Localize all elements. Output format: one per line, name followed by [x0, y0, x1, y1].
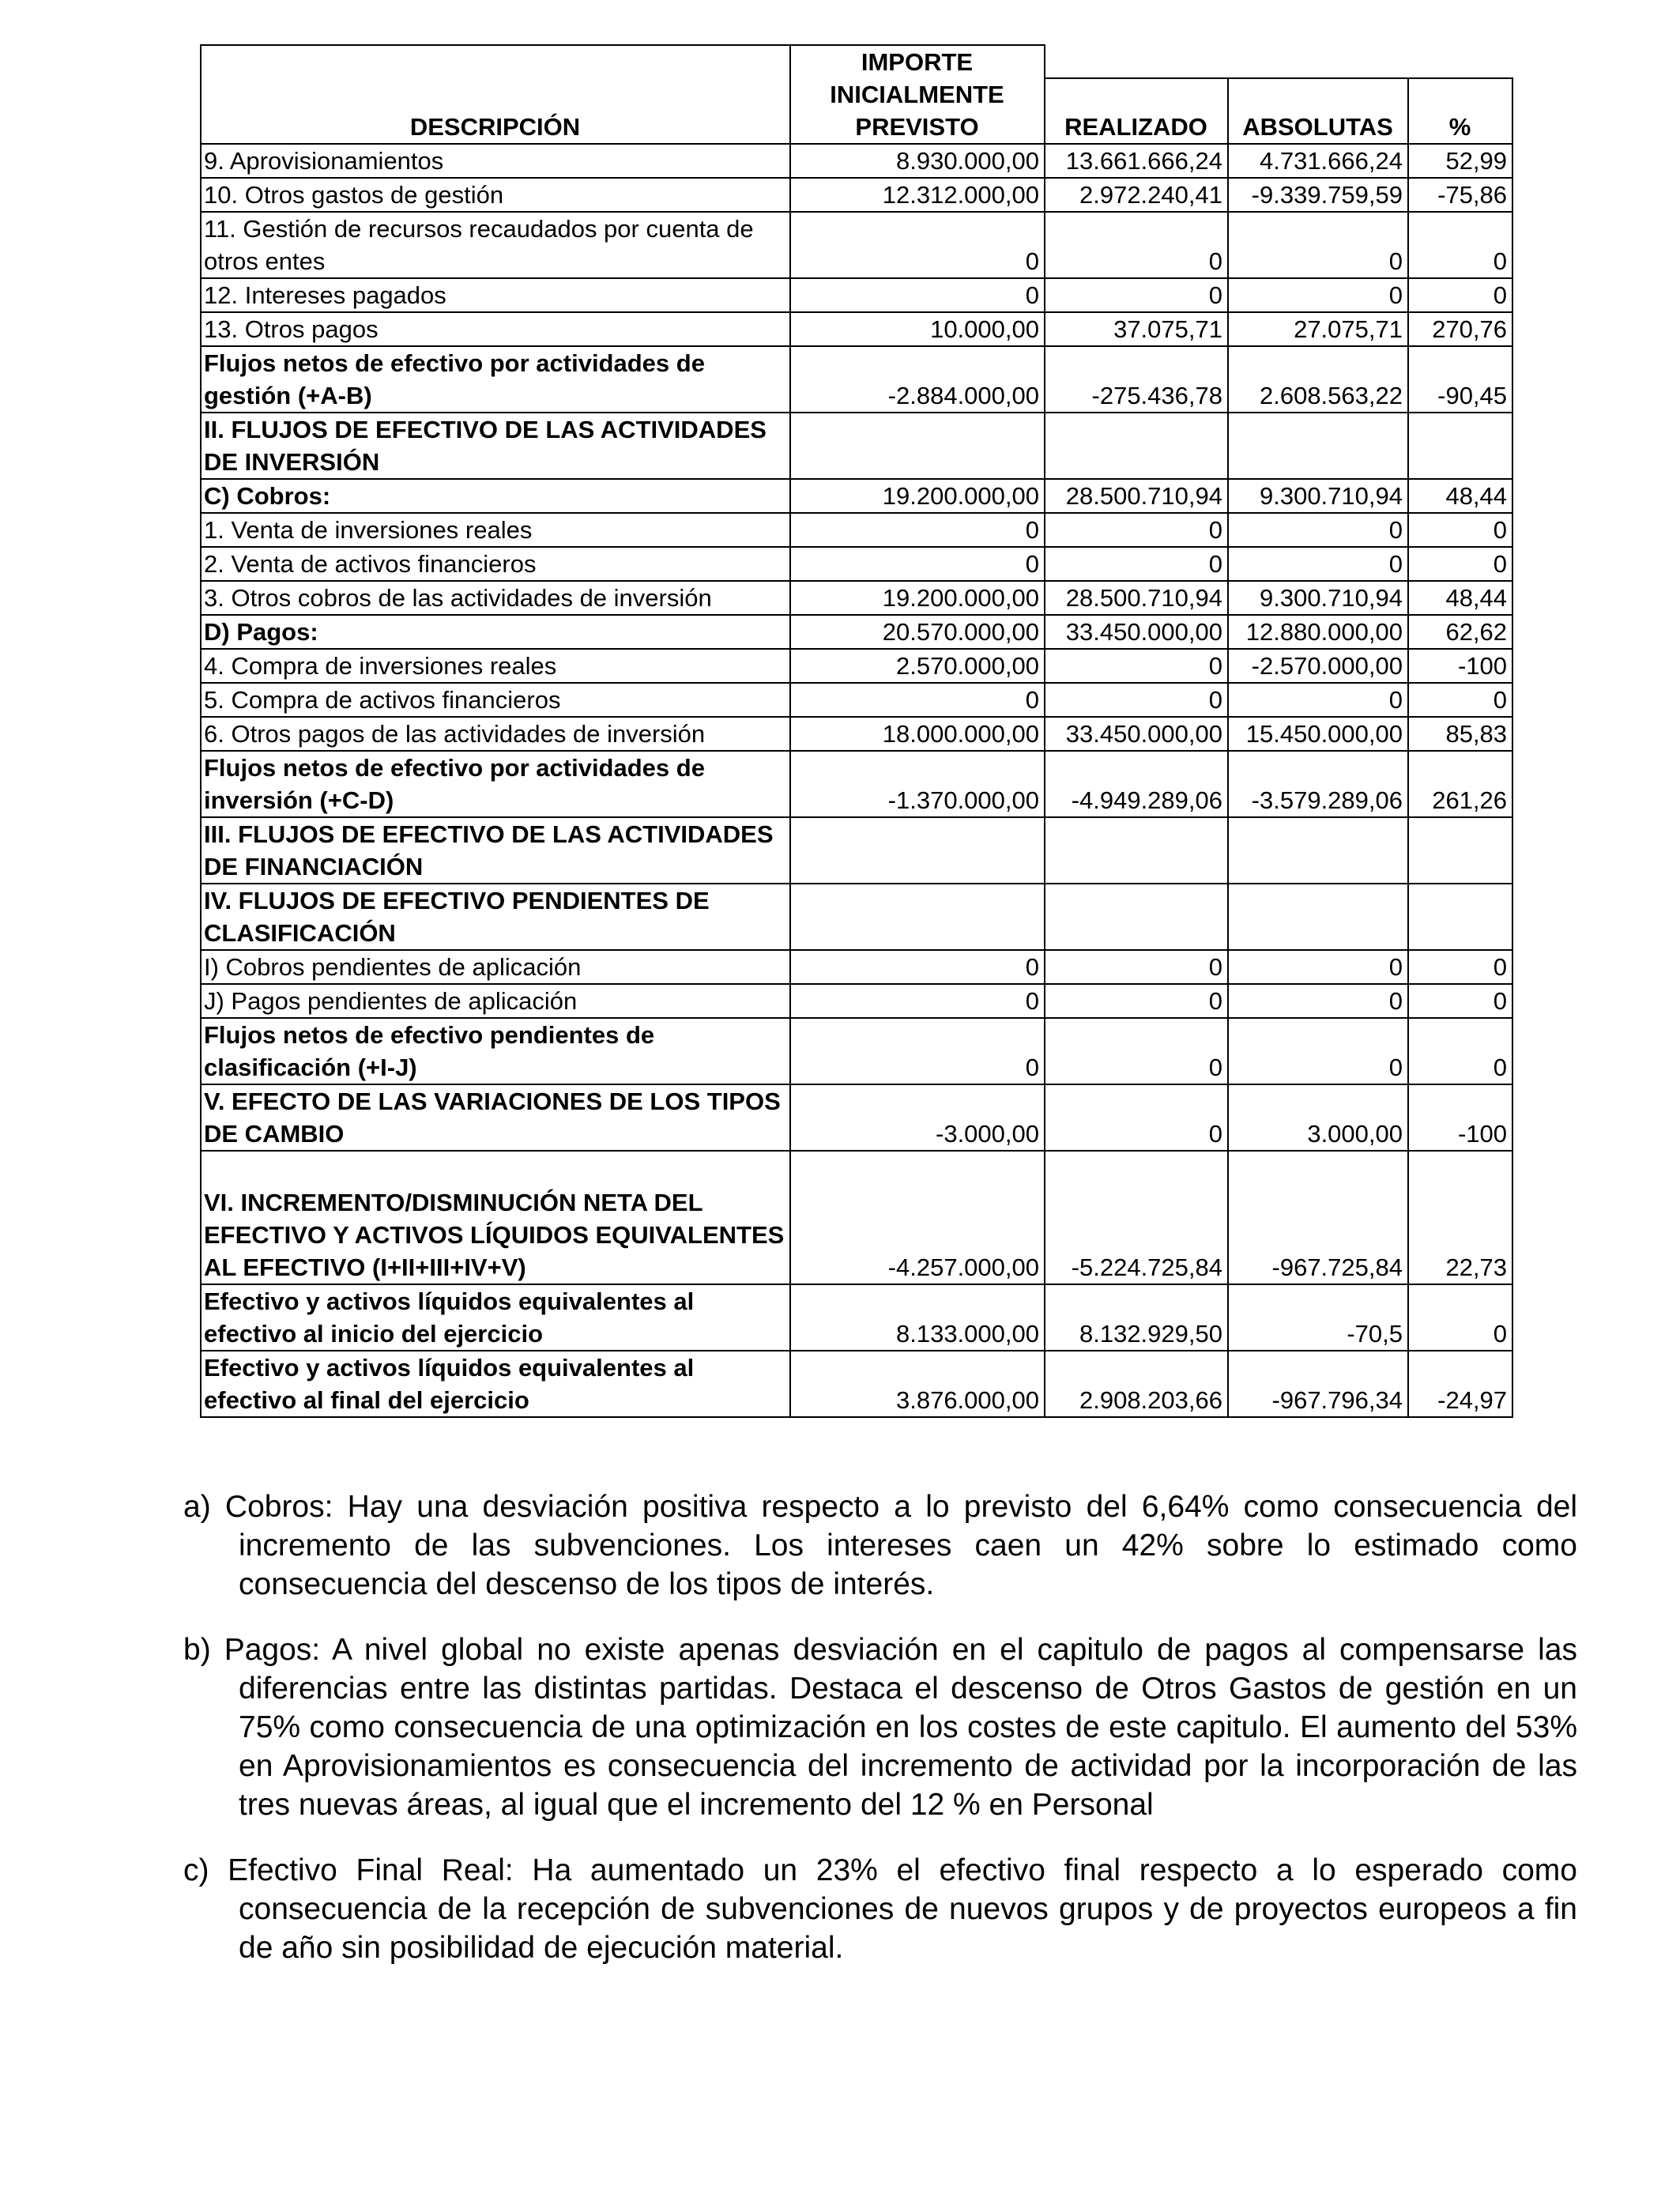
header-inicialmente-previsto: INICIALMENTE PREVISTO — [790, 78, 1045, 144]
table-row — [201, 547, 1512, 581]
row-percent: -100 — [1408, 1084, 1512, 1151]
row-realizado: 0 — [1045, 212, 1228, 278]
row-percent: 48,44 — [1408, 479, 1512, 513]
row-realizado: 0 — [1045, 278, 1228, 312]
row-realizado: 2.972.240,41 — [1045, 178, 1228, 212]
table-row — [201, 278, 1512, 312]
row-realizado: 2.908.203,66 — [1045, 1351, 1228, 1417]
row-description: D) Pagos: — [201, 615, 790, 649]
table-row — [201, 751, 1512, 817]
notes-section — [183, 1487, 1577, 1994]
row-description: 9. Aprovisionamientos — [201, 144, 790, 178]
row-percent: -24,97 — [1408, 1351, 1512, 1417]
table-row — [201, 413, 1512, 479]
row-realizado: 0 — [1045, 1084, 1228, 1151]
row-absolutas: -70,5 — [1228, 1284, 1408, 1351]
row-absolutas: 0 — [1228, 984, 1408, 1018]
row-previsto: 20.570.000,00 — [790, 615, 1045, 649]
row-realizado: -275.436,78 — [1045, 346, 1228, 413]
header-importe: IMPORTE — [790, 45, 1045, 78]
row-previsto: 18.000.000,00 — [790, 717, 1045, 751]
row-absolutas: 0 — [1228, 212, 1408, 278]
row-absolutas: 0 — [1228, 278, 1408, 312]
row-absolutas: 9.300.710,94 — [1228, 479, 1408, 513]
row-absolutas: 0 — [1228, 683, 1408, 717]
header-blank — [1045, 45, 1512, 78]
row-percent — [1408, 817, 1512, 884]
row-description: 3. Otros cobros de las actividades de inversión — [201, 581, 790, 615]
note-cobros: a) Cobros: Hay una desviación positiva respecto a lo previsto del 6,64% como consecuencia del incremento de las subvenciones. Los intereses caen un 42% sobre lo estimado como consecuencia del descenso de los tipos de interés. — [183, 1490, 1577, 1601]
row-realizado: 8.132.929,50 — [1045, 1284, 1228, 1351]
row-previsto: 0 — [790, 278, 1045, 312]
row-absolutas: 2.608.563,22 — [1228, 346, 1408, 413]
row-previsto: 0 — [790, 683, 1045, 717]
table-row — [201, 479, 1512, 513]
header-realizado: REALIZADO — [1045, 78, 1228, 144]
row-percent: 0 — [1408, 1284, 1512, 1351]
row-percent: 48,44 — [1408, 581, 1512, 615]
row-previsto: 19.200.000,00 — [790, 581, 1045, 615]
row-absolutas — [1228, 817, 1408, 884]
row-description: Efectivo y activos líquidos equivalentes al efectivo al final del ejercicio — [201, 1351, 790, 1417]
row-previsto: 0 — [790, 513, 1045, 547]
row-realizado: 0 — [1045, 984, 1228, 1018]
cash-flow-table — [200, 44, 1513, 1418]
row-previsto: 2.570.000,00 — [790, 649, 1045, 683]
row-percent: 0 — [1408, 950, 1512, 984]
row-percent — [1408, 413, 1512, 479]
row-description: 12. Intereses pagados — [201, 278, 790, 312]
table-row — [201, 346, 1512, 413]
row-percent: 0 — [1408, 683, 1512, 717]
row-absolutas: 0 — [1228, 1018, 1408, 1084]
row-percent: 0 — [1408, 212, 1512, 278]
row-previsto: -2.884.000,00 — [790, 346, 1045, 413]
table-row — [201, 1351, 1512, 1417]
row-previsto: -4.257.000,00 — [790, 1151, 1045, 1284]
row-previsto: 19.200.000,00 — [790, 479, 1045, 513]
row-previsto: -3.000,00 — [790, 1084, 1045, 1151]
row-realizado: 33.450.000,00 — [1045, 615, 1228, 649]
row-absolutas: -967.796,34 — [1228, 1351, 1408, 1417]
row-percent — [1408, 884, 1512, 950]
row-absolutas: 0 — [1228, 950, 1408, 984]
row-realizado: 0 — [1045, 513, 1228, 547]
row-description: J) Pagos pendientes de aplicación — [201, 984, 790, 1018]
row-description: 1. Venta de inversiones reales — [201, 513, 790, 547]
table-row — [201, 581, 1512, 615]
table-row — [201, 817, 1512, 884]
row-description: 4. Compra de inversiones reales — [201, 649, 790, 683]
table-row — [201, 683, 1512, 717]
row-previsto: 0 — [790, 984, 1045, 1018]
row-description: 2. Venta de activos financieros — [201, 547, 790, 581]
row-absolutas: 3.000,00 — [1228, 1084, 1408, 1151]
row-previsto: -1.370.000,00 — [790, 751, 1045, 817]
row-description: II. FLUJOS DE EFECTIVO DE LAS ACTIVIDADES DE INVERSIÓN — [201, 413, 790, 479]
row-percent: 0 — [1408, 513, 1512, 547]
row-description: C) Cobros: — [201, 479, 790, 513]
row-realizado: 13.661.666,24 — [1045, 144, 1228, 178]
row-realizado — [1045, 413, 1228, 479]
table-row — [201, 312, 1512, 346]
row-percent: -100 — [1408, 649, 1512, 683]
table-row — [201, 513, 1512, 547]
header-description: DESCRIPCIÓN — [201, 45, 790, 144]
row-description: IV. FLUJOS DE EFECTIVO PENDIENTES DE CLASIFICACIÓN — [201, 884, 790, 950]
row-description: 5. Compra de activos financieros — [201, 683, 790, 717]
table-row — [201, 649, 1512, 683]
row-previsto — [790, 817, 1045, 884]
row-percent: 0 — [1408, 984, 1512, 1018]
row-description: V. EFECTO DE LAS VARIACIONES DE LOS TIPOS DE CAMBIO — [201, 1084, 790, 1151]
row-percent: 52,99 — [1408, 144, 1512, 178]
row-absolutas: 12.880.000,00 — [1228, 615, 1408, 649]
row-absolutas: -967.725,84 — [1228, 1151, 1408, 1284]
cash-flow-table-container — [200, 44, 1512, 1418]
row-realizado: 0 — [1045, 649, 1228, 683]
row-absolutas — [1228, 413, 1408, 479]
row-description: Flujos netos de efectivo por actividades de inversión (+C-D) — [201, 751, 790, 817]
table-row — [201, 212, 1512, 278]
row-percent: 85,83 — [1408, 717, 1512, 751]
row-previsto: 0 — [790, 950, 1045, 984]
table-row — [201, 1151, 1512, 1284]
table-row — [201, 950, 1512, 984]
row-previsto: 8.930.000,00 — [790, 144, 1045, 178]
row-description: 13. Otros pagos — [201, 312, 790, 346]
row-absolutas: -3.579.289,06 — [1228, 751, 1408, 817]
table-row — [201, 1284, 1512, 1351]
table-row — [201, 178, 1512, 212]
header-percent: % — [1408, 78, 1512, 144]
row-previsto: 8.133.000,00 — [790, 1284, 1045, 1351]
table-row — [201, 1084, 1512, 1151]
row-description: Flujos netos de efectivo por actividades de gestión (+A-B) — [201, 346, 790, 413]
row-description: 10. Otros gastos de gestión — [201, 178, 790, 212]
row-absolutas: 9.300.710,94 — [1228, 581, 1408, 615]
row-previsto: 0 — [790, 1018, 1045, 1084]
row-description: Efectivo y activos líquidos equivalentes al efectivo al inicio del ejercicio — [201, 1284, 790, 1351]
row-percent: -75,86 — [1408, 178, 1512, 212]
row-absolutas: 0 — [1228, 513, 1408, 547]
table-row — [201, 1018, 1512, 1084]
header-absolutas: ABSOLUTAS — [1228, 78, 1408, 144]
row-description: III. FLUJOS DE EFECTIVO DE LAS ACTIVIDADES DE FINANCIACIÓN — [201, 817, 790, 884]
note-pagos: b) Pagos: A nivel global no existe apenas desviación en el capitulo de pagos al compensarse las diferencias entre las distintas partidas. Destaca el descenso de Otros Gastos de gestión en un 75% como consecuencia de una optimización en los costes de este capitulo. El aumento del 53% en Aprovisionamientos es consecuencia del incremento de actividad por la incorporación de las tres nuevas áreas, al igual que el incremento del 12 % en Personal — [183, 1633, 1577, 1822]
table-row — [201, 884, 1512, 950]
note-efectivo-final: c) Efectivo Final Real: Ha aumentado un 23% el efectivo final respecto a lo esperado como consecuencia de la recepción de subvenciones de nuevos grupos y de proyectos europeos a fin de año sin posibilidad de ejecución material. — [183, 1853, 1577, 1965]
row-absolutas: 27.075,71 — [1228, 312, 1408, 346]
row-percent: 270,76 — [1408, 312, 1512, 346]
row-description: 6. Otros pagos de las actividades de inversión — [201, 717, 790, 751]
row-realizado: 28.500.710,94 — [1045, 581, 1228, 615]
row-percent: 0 — [1408, 547, 1512, 581]
row-absolutas: 15.450.000,00 — [1228, 717, 1408, 751]
row-previsto — [790, 413, 1045, 479]
row-absolutas: -2.570.000,00 — [1228, 649, 1408, 683]
row-description: 11. Gestión de recursos recaudados por cuenta de otros entes — [201, 212, 790, 278]
table-row — [201, 717, 1512, 751]
row-realizado: 28.500.710,94 — [1045, 479, 1228, 513]
row-realizado: -5.224.725,84 — [1045, 1151, 1228, 1284]
row-percent: -90,45 — [1408, 346, 1512, 413]
row-percent: 0 — [1408, 278, 1512, 312]
row-previsto: 3.876.000,00 — [790, 1351, 1045, 1417]
row-absolutas: 4.731.666,24 — [1228, 144, 1408, 178]
row-description: I) Cobros pendientes de aplicación — [201, 950, 790, 984]
row-description: Flujos netos de efectivo pendientes de clasificación (+I-J) — [201, 1018, 790, 1084]
row-absolutas: 0 — [1228, 547, 1408, 581]
row-percent: 261,26 — [1408, 751, 1512, 817]
row-realizado: 37.075,71 — [1045, 312, 1228, 346]
row-realizado: 33.450.000,00 — [1045, 717, 1228, 751]
row-percent: 0 — [1408, 1018, 1512, 1084]
row-percent: 62,62 — [1408, 615, 1512, 649]
row-previsto: 12.312.000,00 — [790, 178, 1045, 212]
row-realizado: 0 — [1045, 547, 1228, 581]
row-previsto: 10.000,00 — [790, 312, 1045, 346]
row-previsto: 0 — [790, 547, 1045, 581]
row-percent: 22,73 — [1408, 1151, 1512, 1284]
row-realizado — [1045, 884, 1228, 950]
table-row — [201, 984, 1512, 1018]
row-realizado: -4.949.289,06 — [1045, 751, 1228, 817]
row-realizado — [1045, 817, 1228, 884]
row-previsto — [790, 884, 1045, 950]
row-absolutas: -9.339.759,59 — [1228, 178, 1408, 212]
table-row — [201, 144, 1512, 178]
row-absolutas — [1228, 884, 1408, 950]
row-realizado: 0 — [1045, 950, 1228, 984]
row-realizado: 0 — [1045, 683, 1228, 717]
row-realizado: 0 — [1045, 1018, 1228, 1084]
table-row — [201, 615, 1512, 649]
row-previsto: 0 — [790, 212, 1045, 278]
row-description: VI. INCREMENTO/DISMINUCIÓN NETA DEL EFECTIVO Y ACTIVOS LÍQUIDOS EQUIVALENTES AL EFECTIVO (I+II+III+IV+V) — [201, 1151, 790, 1284]
